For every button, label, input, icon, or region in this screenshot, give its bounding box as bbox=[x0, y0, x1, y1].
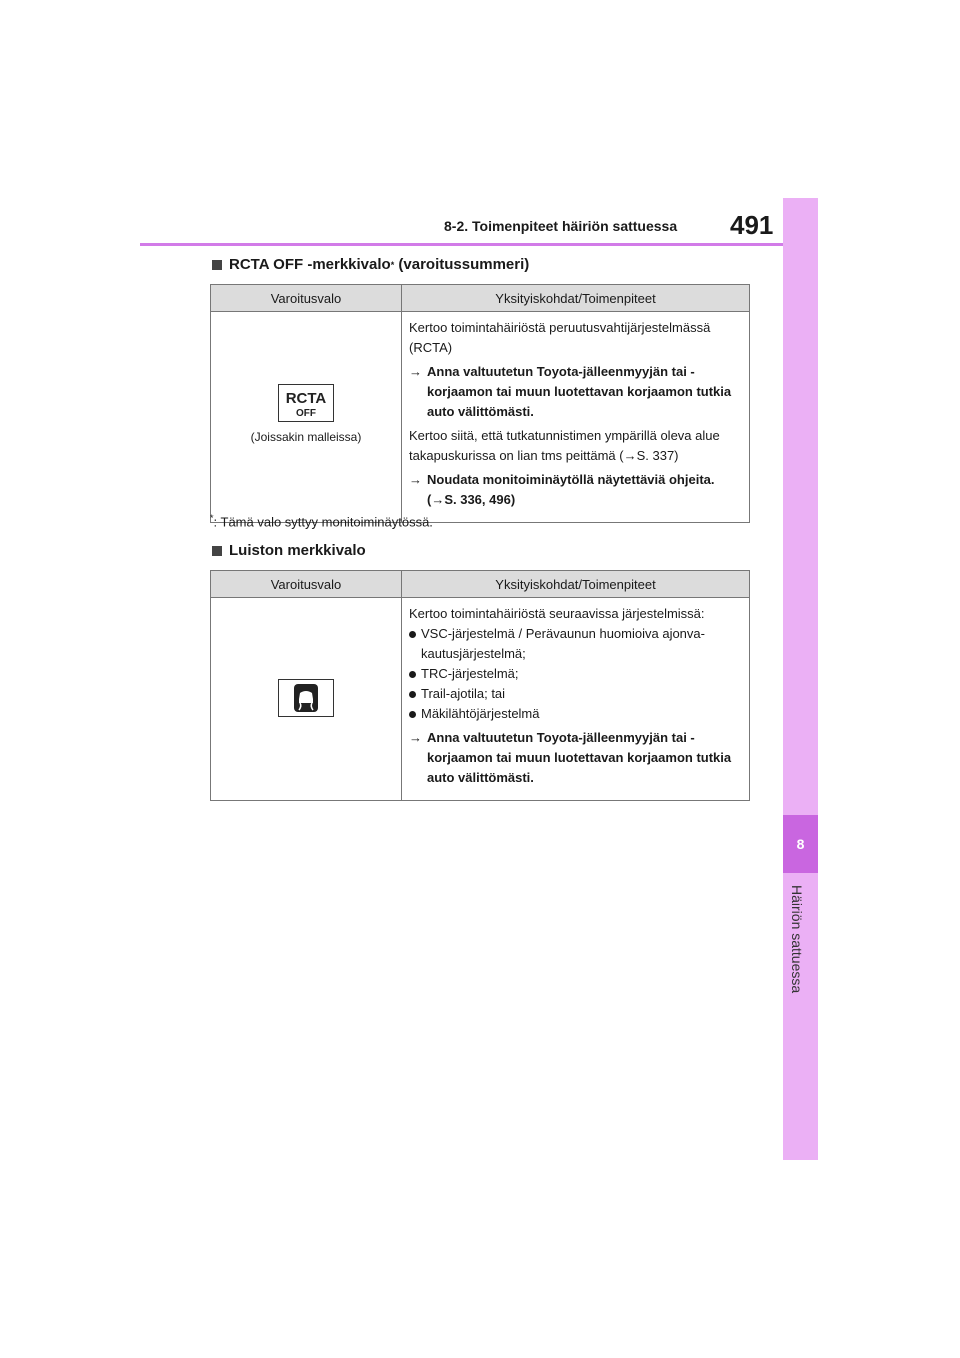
slip-action bbox=[409, 728, 743, 788]
footnote-star: * bbox=[210, 513, 214, 523]
header-rule bbox=[140, 243, 783, 246]
heading-square-icon bbox=[212, 546, 222, 556]
slip-desc: Kertoo toimintahäiriöstä seuraavissa järjestelmissä: bbox=[409, 606, 705, 621]
chapter-side-tab bbox=[783, 198, 818, 1160]
rcta-details-cell bbox=[402, 312, 750, 523]
table-header-row bbox=[211, 285, 750, 312]
arrow-icon: → bbox=[409, 364, 422, 379]
list-item-text: Mäkilähtöjärjestelmä bbox=[421, 706, 540, 721]
rcta-action-2-text: Noudata monitoiminäytöllä näytettäviä ohjeita. (→S. 336, 496) bbox=[427, 472, 715, 507]
bullet-dot-icon bbox=[409, 671, 416, 678]
rcta-action-1 bbox=[409, 362, 743, 422]
col-header-warning-light: Varoitusvalo bbox=[211, 285, 402, 312]
table-row bbox=[211, 312, 750, 523]
slip-heading-text: Luiston merkkivalo bbox=[229, 542, 366, 559]
chapter-label: Häiriön sattuessa bbox=[789, 885, 805, 994]
page-number: 491 bbox=[730, 210, 774, 240]
rcta-footnote bbox=[210, 513, 433, 529]
rcta-desc-1: Kertoo toimintahäiriöstä peruutusvahtijärjestelmässä (RCTA) bbox=[409, 320, 711, 355]
table-row bbox=[211, 598, 750, 801]
bullet-dot-icon bbox=[409, 631, 416, 638]
heading-square-icon bbox=[212, 260, 222, 270]
slip-table bbox=[210, 570, 750, 801]
col-header-warning-light: Varoitusvalo bbox=[211, 571, 402, 598]
col-header-details: Yksityiskohdat/Toimenpiteet bbox=[402, 571, 750, 598]
section-header: 8-2. Toimenpiteet häiriön sattuessa bbox=[444, 218, 678, 234]
rcta-icon-caption: (Joissakin malleissa) bbox=[250, 430, 362, 444]
rcta-action-1-text: Anna valtuutetun Toyota-jälleenmyyjän tai -korjaamon tai muun luotettavan korjaamon tutkia auto välittömästi. bbox=[427, 364, 732, 419]
arrow-icon: → bbox=[409, 730, 422, 745]
rcta-heading-star: * bbox=[390, 259, 395, 270]
list-item bbox=[409, 704, 743, 724]
arrow-icon: → bbox=[409, 472, 422, 487]
list-item bbox=[409, 664, 743, 684]
col-header-details: Yksityiskohdat/Toimenpiteet bbox=[402, 285, 750, 312]
rcta-icon-cell bbox=[211, 312, 402, 523]
chapter-number: 8 bbox=[783, 815, 818, 873]
rcta-heading-text: RCTA OFF -merkkivalo bbox=[229, 256, 391, 273]
rcta-icon-text-top: RCTA bbox=[285, 390, 327, 407]
list-item-text: VSC-järjestelmä / Perävaunun huomioiva ajonva-kautusjärjestelmä; bbox=[421, 626, 705, 661]
slip-section-heading bbox=[212, 542, 366, 559]
list-item-text: TRC-järjestelmä; bbox=[421, 666, 519, 681]
table-header-row bbox=[211, 571, 750, 598]
rcta-off-icon bbox=[278, 384, 334, 422]
rcta-section-heading bbox=[212, 256, 529, 273]
rcta-table bbox=[210, 284, 750, 523]
slip-action-text: Anna valtuutetun Toyota-jälleenmyyjän tai -korjaamon tai muun luotettavan korjaamon tutkia auto välittömästi. bbox=[427, 730, 732, 785]
rcta-heading-suffix: (varoitussummeri) bbox=[394, 256, 530, 273]
bullet-dot-icon bbox=[409, 711, 416, 718]
slip-indicator-icon bbox=[278, 679, 334, 717]
list-item bbox=[409, 624, 743, 664]
list-item bbox=[409, 684, 743, 704]
rcta-action-2 bbox=[409, 470, 743, 510]
bullet-dot-icon bbox=[409, 691, 416, 698]
slip-icon-cell bbox=[211, 598, 402, 801]
rcta-icon-text-bottom: OFF bbox=[296, 408, 316, 419]
rcta-desc-2: Kertoo siitä, että tutkatunnistimen ympärillä oleva alue takapuskurissa on lian tms peittämä (→S. 337) bbox=[409, 428, 720, 463]
slip-details-cell bbox=[402, 598, 750, 801]
list-item-text: Trail-ajotila; tai bbox=[421, 686, 506, 701]
footnote-text: : Tämä valo syttyy monitoiminäytössä. bbox=[213, 514, 433, 530]
